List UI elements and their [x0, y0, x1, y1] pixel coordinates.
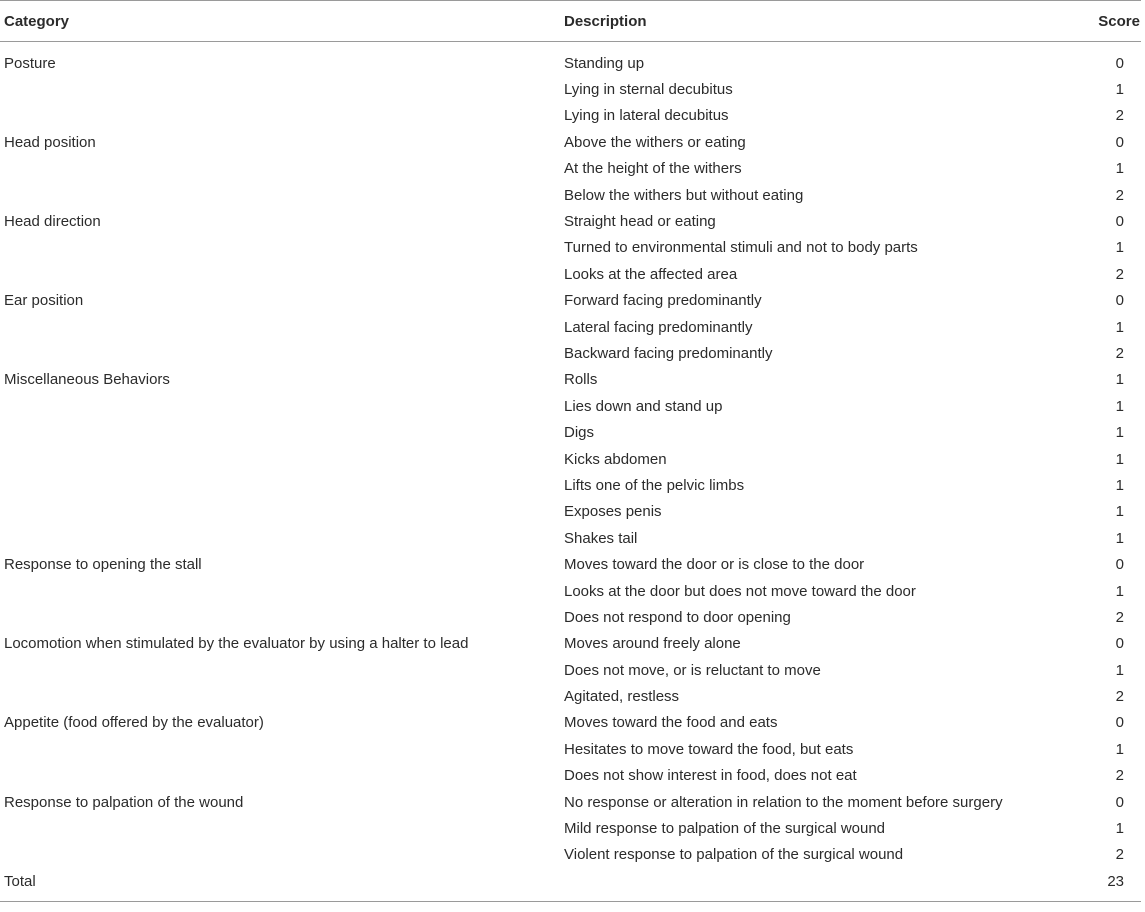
- cell-score: 0: [1115, 54, 1124, 72]
- table-row: [0, 156, 1141, 182]
- table-row: [0, 789, 1141, 815]
- table-row: [0, 446, 1141, 472]
- cell-score: 0: [1115, 793, 1124, 811]
- cell-category: [0, 763, 560, 789]
- table-row: [0, 288, 1141, 314]
- cell-score: 2: [1115, 186, 1124, 204]
- cell-description: Lying in lateral decubitus: [564, 107, 729, 125]
- cell-description: Looks at the affected area: [564, 265, 738, 283]
- table-row: [0, 578, 1141, 604]
- cell-description: At the height of the withers: [564, 160, 742, 178]
- cell-description: Does not move, or is reluctant to move: [564, 661, 821, 679]
- cell-score: 1: [1115, 740, 1124, 758]
- table-row: [0, 499, 1141, 525]
- table-row: [0, 763, 1141, 789]
- cell-description: Above the withers or eating: [564, 133, 746, 151]
- cell-category: [0, 235, 560, 261]
- cell-score: 1: [1115, 81, 1124, 99]
- cell-category: Head direction: [4, 213, 101, 231]
- cell-category: [0, 683, 560, 709]
- cell-category: [0, 736, 560, 762]
- cell-description: [560, 868, 1041, 901]
- table-row: [0, 419, 1141, 445]
- cell-score: 2: [1115, 608, 1124, 626]
- table-row: [0, 76, 1141, 102]
- cell-description: Standing up: [564, 54, 645, 72]
- cell-score: 2: [1115, 688, 1124, 706]
- cell-score: 1: [1115, 450, 1124, 468]
- table-row: [0, 736, 1141, 762]
- cell-category: [0, 340, 560, 366]
- cell-description: Agitated, restless: [564, 688, 680, 706]
- cell-score: 2: [1115, 344, 1124, 362]
- cell-description: Lifts one of the pelvic limbs: [564, 476, 745, 494]
- table-row: [0, 631, 1141, 657]
- cell-description: Does not show interest in food, does not eat: [564, 767, 857, 785]
- cell-description: Moves toward the food and eats: [564, 714, 778, 732]
- cell-category: [0, 657, 560, 683]
- cell-description: Looks at the door but does not move toward the door: [564, 582, 916, 600]
- table-row: [0, 182, 1141, 208]
- cell-category: [0, 182, 560, 208]
- cell-description: Lying in sternal decubitus: [564, 81, 733, 99]
- table-row: [0, 815, 1141, 841]
- cell-score: 0: [1115, 556, 1124, 574]
- cell-score: 2: [1115, 846, 1124, 864]
- cell-category: Ear position: [4, 292, 84, 310]
- cell-category: [0, 314, 560, 340]
- cell-description: No response or alteration in relation to the moment before surgery: [564, 793, 1003, 811]
- cell-description: Shakes tail: [564, 529, 638, 547]
- cell-score: 0: [1115, 213, 1124, 231]
- table-row: [0, 683, 1141, 709]
- cell-category: [0, 103, 560, 129]
- table-row: [0, 393, 1141, 419]
- cell-score: 1: [1115, 661, 1124, 679]
- cell-description: Digs: [564, 424, 595, 442]
- cell-category: [0, 419, 560, 445]
- cell-category: [0, 525, 560, 551]
- table-row: [0, 657, 1141, 683]
- cell-category: [0, 156, 560, 182]
- cell-category: [0, 499, 560, 525]
- cell-description: Kicks abdomen: [564, 450, 667, 468]
- table-row: [0, 604, 1141, 630]
- cell-description: Violent response to palpation of the surgical wound: [564, 846, 904, 864]
- cell-score: 1: [1115, 371, 1124, 389]
- cell-score: 1: [1115, 529, 1124, 547]
- table-row: [0, 129, 1141, 155]
- cell-score: 1: [1115, 820, 1124, 838]
- cell-category: Response to opening the stall: [4, 556, 202, 574]
- table-row: [0, 261, 1141, 287]
- cell-category: Posture: [4, 54, 56, 72]
- cell-description: Exposes penis: [564, 503, 662, 521]
- cell-score: 1: [1115, 424, 1124, 442]
- header-category: Category: [4, 12, 70, 30]
- cell-category: [0, 578, 560, 604]
- cell-description: Forward facing predominantly: [564, 292, 762, 310]
- header-row: [0, 1, 1141, 42]
- cell-score: 1: [1115, 582, 1124, 600]
- header-score: Score: [1098, 12, 1140, 30]
- cell-score: 0: [1115, 635, 1124, 653]
- table-row: [0, 42, 1141, 77]
- cell-category: [0, 815, 560, 841]
- table-row: [0, 208, 1141, 234]
- cell-score: 2: [1115, 767, 1124, 785]
- cell-description: Rolls: [564, 371, 598, 389]
- cell-category: Response to palpation of the wound: [4, 793, 244, 811]
- cell-description: Hesitates to move toward the food, but eats: [564, 740, 854, 758]
- table-row: [0, 525, 1141, 551]
- cell-description: Moves around freely alone: [564, 635, 741, 653]
- cell-score: 2: [1115, 107, 1124, 125]
- cell-description: Moves toward the door or is close to the door: [564, 556, 865, 574]
- table-row: [0, 235, 1141, 261]
- cell-category: [0, 472, 560, 498]
- cell-category: [0, 842, 560, 868]
- cell-description: Lateral facing predominantly: [564, 318, 753, 336]
- cell-score: 1: [1115, 239, 1124, 257]
- header-description: Description: [564, 12, 647, 30]
- table-row: [0, 842, 1141, 868]
- cell-category: [0, 446, 560, 472]
- table-row: [0, 551, 1141, 577]
- cell-score: 0: [1115, 133, 1124, 151]
- cell-description: Below the withers but without eating: [564, 186, 804, 204]
- cell-description: Backward facing predominantly: [564, 344, 773, 362]
- cell-score: 1: [1115, 503, 1124, 521]
- cell-description: Mild response to palpation of the surgical wound: [564, 820, 886, 838]
- table-row: [0, 367, 1141, 393]
- cell-score: 0: [1115, 292, 1124, 310]
- table-header: [0, 1, 1141, 42]
- table-row: [0, 103, 1141, 129]
- table-body: [0, 42, 1141, 902]
- cell-score: 1: [1115, 397, 1124, 415]
- cell-score: 1: [1115, 476, 1124, 494]
- cell-score: 23: [1107, 872, 1124, 890]
- cell-description: Straight head or eating: [564, 213, 716, 231]
- cell-category: Locomotion when stimulated by the evaluator by using a halter to lead: [4, 635, 469, 653]
- table-row: [0, 472, 1141, 498]
- cell-description: Does not respond to door opening: [564, 608, 791, 626]
- table-row: [0, 340, 1141, 366]
- cell-score: 0: [1115, 714, 1124, 732]
- cell-category: [0, 76, 560, 102]
- cell-score: 1: [1115, 160, 1124, 178]
- cell-category: [0, 261, 560, 287]
- cell-category: Total: [4, 872, 36, 890]
- cell-category: Head position: [4, 133, 96, 151]
- table-row: [0, 314, 1141, 340]
- cell-score: 2: [1115, 265, 1124, 283]
- cell-score: 1: [1115, 318, 1124, 336]
- cell-category: [0, 393, 560, 419]
- cell-description: Lies down and stand up: [564, 397, 723, 415]
- cell-description: Turned to environmental stimuli and not to body parts: [564, 239, 918, 257]
- cell-category: Miscellaneous Behaviors: [4, 371, 170, 389]
- table-row: [0, 710, 1141, 736]
- cell-category: Appetite (food offered by the evaluator): [4, 714, 264, 732]
- cell-category: [0, 604, 560, 630]
- table-row: [0, 868, 1141, 901]
